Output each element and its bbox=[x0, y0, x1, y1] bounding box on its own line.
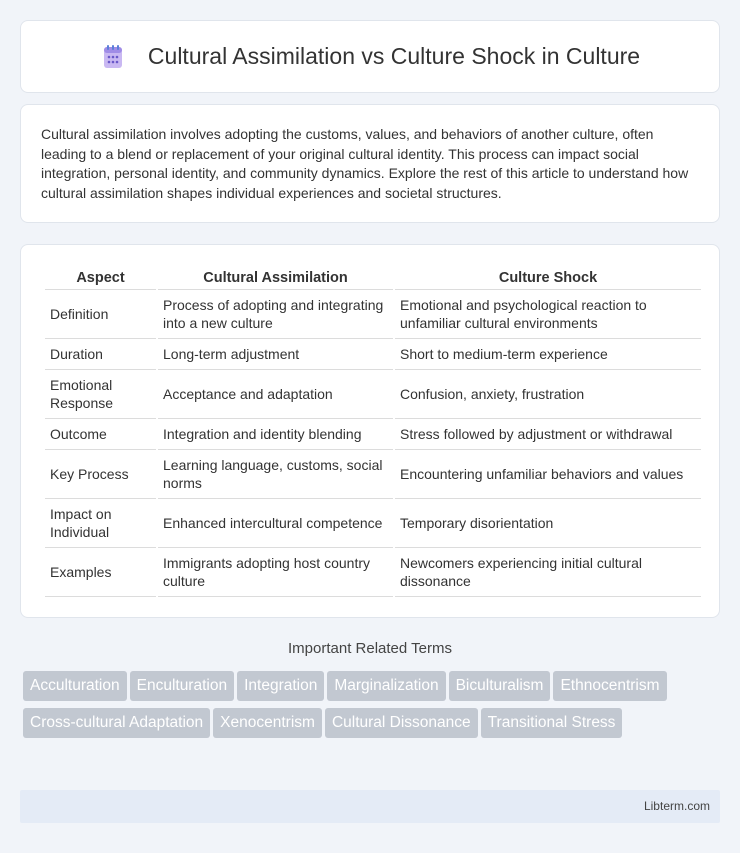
table-cell: Definition bbox=[45, 290, 156, 339]
intro-text: Cultural assimilation involves adopting the customs, values, and behaviors of another culture, often leading to a blend or replacement of your original cultural identity. This process can impact social integration, personal identity, and community dynamics. Explore the rest of this article to understand how cultural assimilation shapes individual experiences and societal structures. bbox=[41, 126, 689, 201]
related-term-tag[interactable]: Transitional Stress bbox=[481, 708, 623, 738]
related-term-tag[interactable]: Biculturalism bbox=[449, 671, 551, 701]
title-card bbox=[20, 20, 720, 93]
related-terms-list bbox=[23, 671, 723, 745]
table-row bbox=[45, 419, 701, 450]
table-cell: Long-term adjustment bbox=[158, 339, 393, 370]
related-term-tag[interactable]: Marginalization bbox=[327, 671, 445, 701]
intro-card bbox=[20, 104, 720, 223]
footer-site-link[interactable]: Libterm.com bbox=[643, 799, 710, 813]
footer bbox=[20, 790, 720, 823]
column-header: Culture Shock bbox=[395, 264, 701, 290]
table-cell: Key Process bbox=[45, 450, 156, 499]
related-term-tag[interactable]: Integration bbox=[237, 671, 324, 701]
table-row bbox=[45, 499, 701, 548]
table-cell: Outcome bbox=[45, 419, 156, 450]
table-cell: Impact on Individual bbox=[45, 499, 156, 548]
comparison-table bbox=[43, 264, 703, 597]
table-cell: Short to medium-term experience bbox=[395, 339, 701, 370]
table-cell: Emotional and psychological reaction to unfamiliar cultural environments bbox=[395, 290, 701, 339]
table-cell: Confusion, anxiety, frustration bbox=[395, 370, 701, 419]
related-term-tag[interactable]: Enculturation bbox=[130, 671, 234, 701]
table-cell: Duration bbox=[45, 339, 156, 370]
table-row bbox=[45, 339, 701, 370]
table-cell: Acceptance and adaptation bbox=[158, 370, 393, 419]
related-term-tag[interactable]: Acculturation bbox=[23, 671, 127, 701]
table-header-row bbox=[45, 264, 701, 290]
related-term-tag[interactable]: Ethnocentrism bbox=[553, 671, 666, 701]
table-cell: Examples bbox=[45, 548, 156, 597]
table-cell: Enhanced intercultural competence bbox=[158, 499, 393, 548]
table-cell: Process of adopting and integrating into a new culture bbox=[158, 290, 393, 339]
table-row bbox=[45, 548, 701, 597]
table-cell: Learning language, customs, social norms bbox=[158, 450, 393, 499]
table-cell: Stress followed by adjustment or withdrawal bbox=[395, 419, 701, 450]
page-title: Cultural Assimilation vs Culture Shock in Culture bbox=[147, 43, 641, 69]
table-row bbox=[45, 370, 701, 419]
column-header: Aspect bbox=[45, 264, 156, 290]
table-cell: Encountering unfamiliar behaviors and values bbox=[395, 450, 701, 499]
related-terms-title: Important Related Terms bbox=[288, 640, 452, 657]
table-cell: Newcomers experiencing initial cultural dissonance bbox=[395, 548, 701, 597]
table-row bbox=[45, 450, 701, 499]
table-cell: Emotional Response bbox=[45, 370, 156, 419]
column-header: Cultural Assimilation bbox=[158, 264, 393, 290]
table-cell: Temporary disorientation bbox=[395, 499, 701, 548]
related-term-tag[interactable]: Xenocentrism bbox=[213, 708, 322, 738]
related-term-tag[interactable]: Cultural Dissonance bbox=[325, 708, 478, 738]
comparison-table-card bbox=[20, 244, 720, 618]
table-cell: Immigrants adopting host country culture bbox=[158, 548, 393, 597]
related-term-tag[interactable]: Cross-cultural Adaptation bbox=[23, 708, 210, 738]
notebook-icon bbox=[100, 44, 126, 70]
table-cell: Integration and identity blending bbox=[158, 419, 393, 450]
table-row bbox=[45, 290, 701, 339]
